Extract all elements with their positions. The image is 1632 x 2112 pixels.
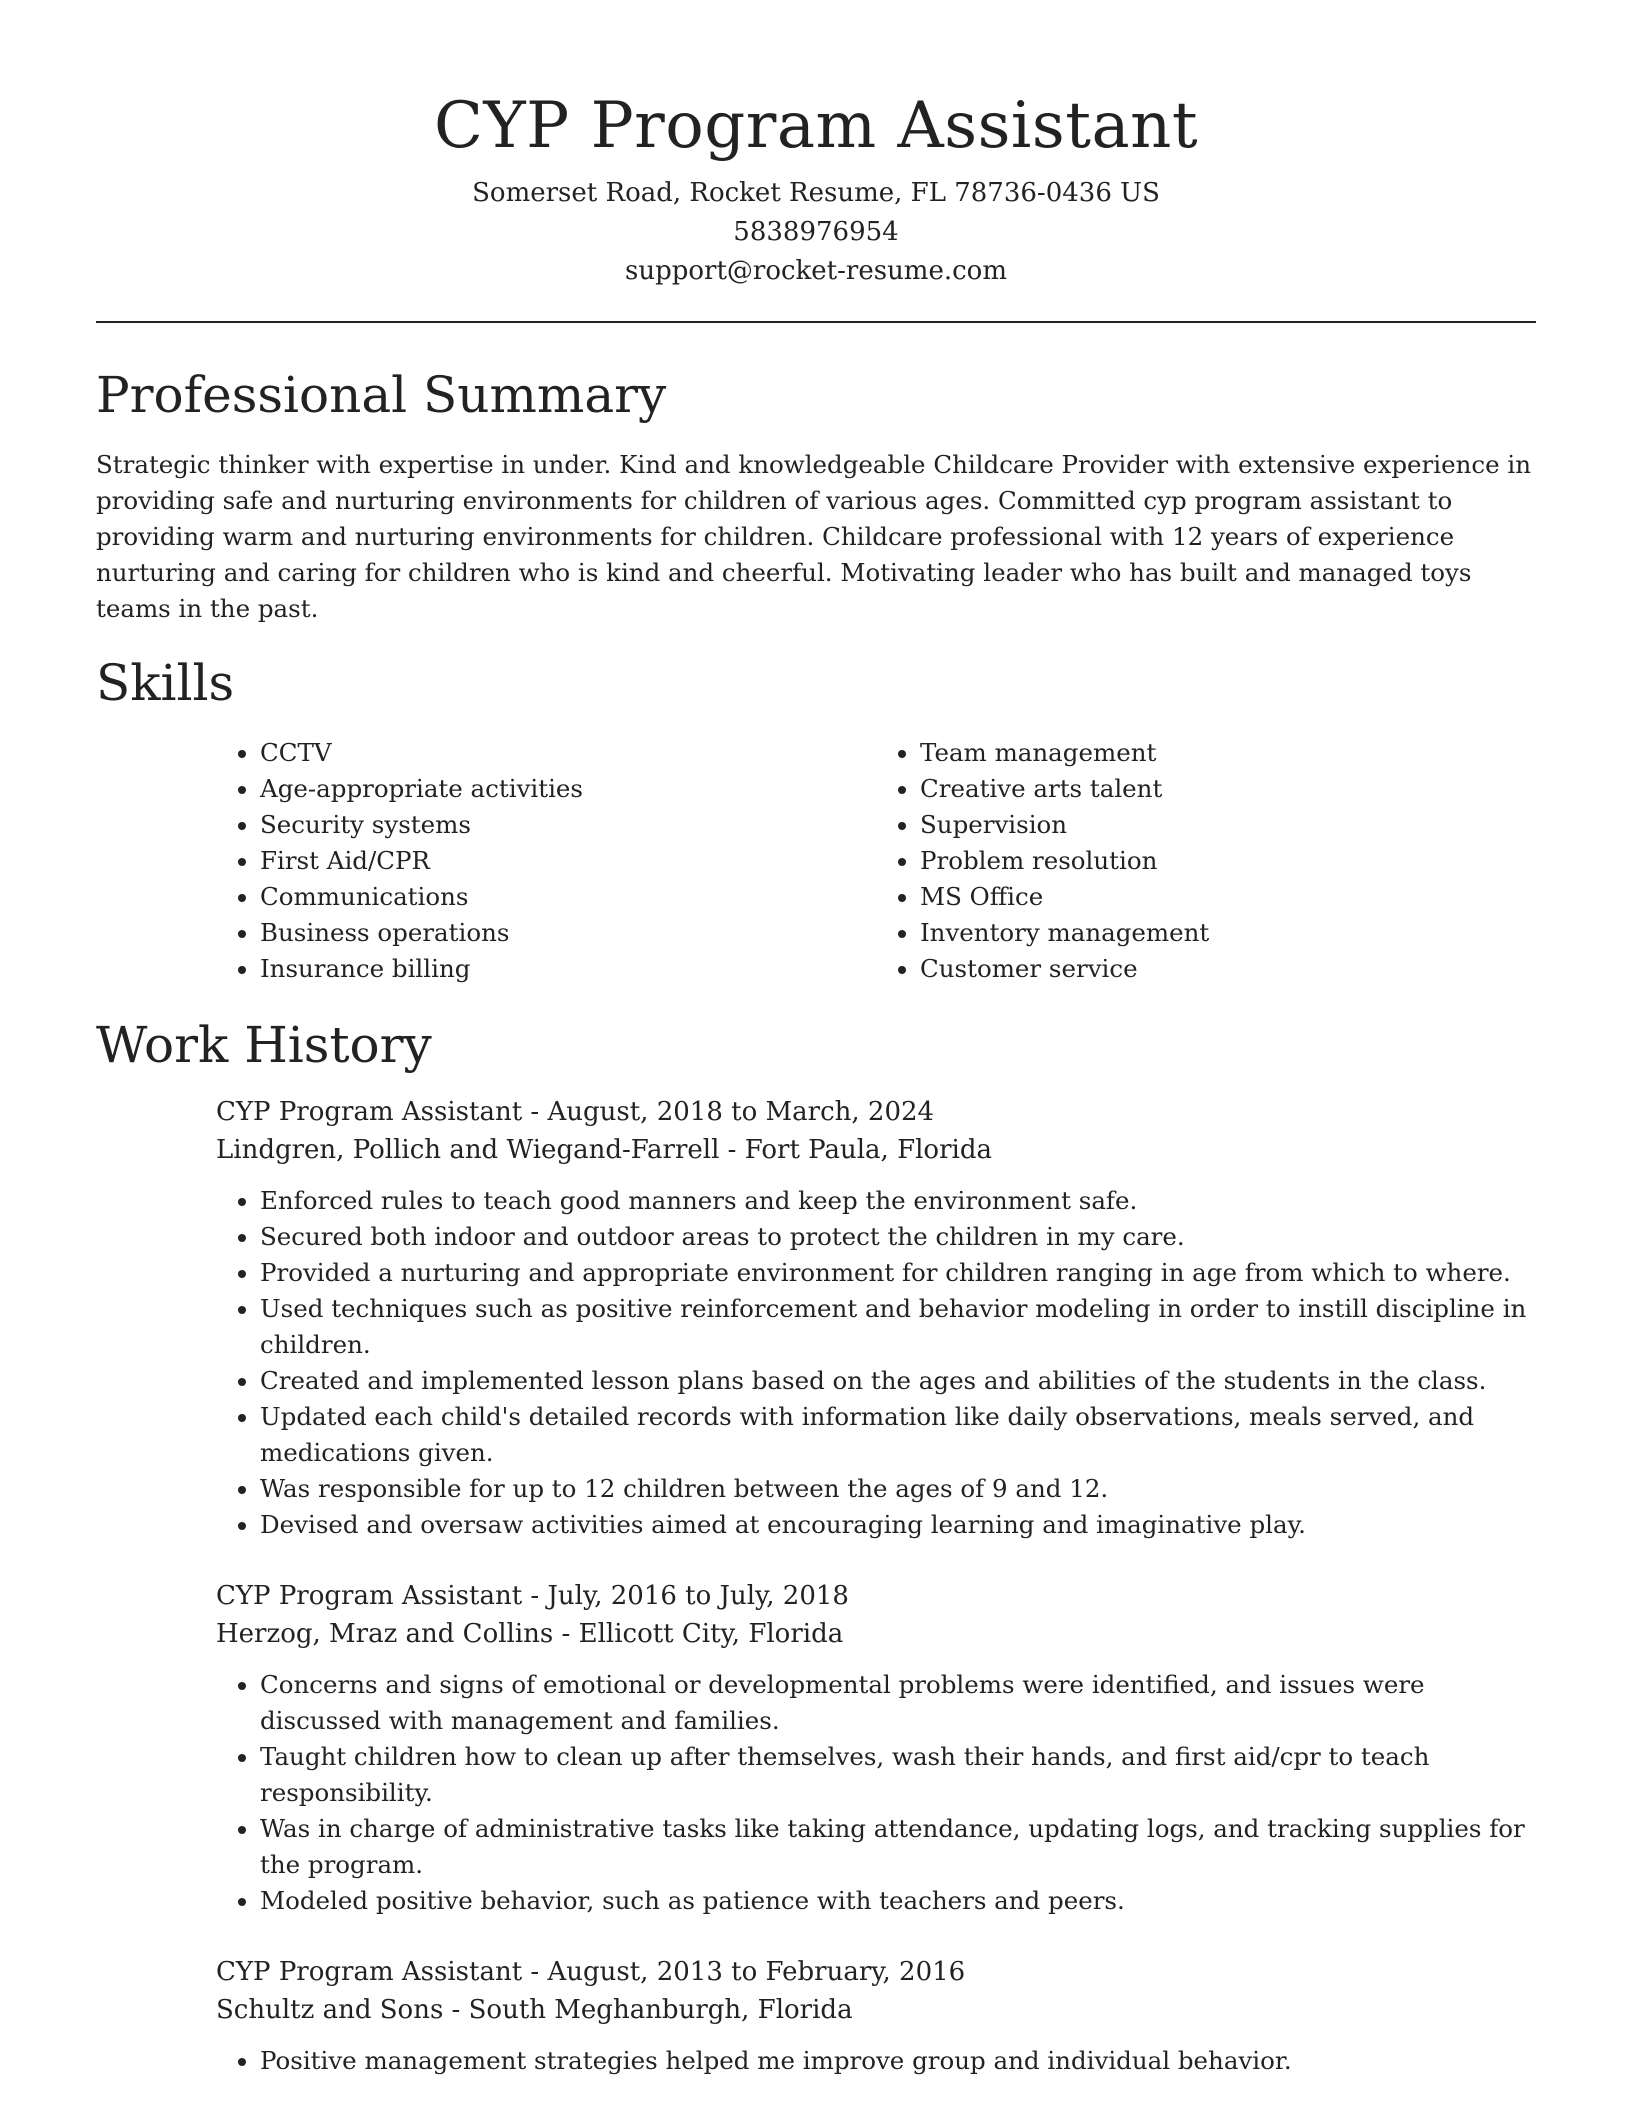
duty-item: • Enforced rules to teach good manners and keep the environment safe.	[260, 1183, 1536, 1219]
candidate-name: CYP Program Assistant	[433, 89, 1199, 163]
skill-item: • Problem resolution	[920, 843, 1536, 879]
summary-text: Strategic thinker with expertise in under. Kind and knowledgeable Childcare Provider with extensive experience in providing safe and nurturing environments for children of various ages. Committed cyp program assistant to providing warm and nurturing environments for children. Childcare professional with 12 years of experience nurturing and caring for children who is kind and cheerful. Motivating leader who has built and managed toys teams in the past.	[96, 450, 1531, 623]
summary-heading: Professional Summary	[96, 366, 667, 424]
skill-item: • CCTV	[260, 735, 876, 771]
skills-column-left	[216, 735, 876, 987]
skill-item: • Age-appropriate activities	[260, 771, 876, 807]
skill-item: • Creative arts talent	[920, 771, 1536, 807]
duty-item: • Provided a nurturing and appropriate environment for children ranging in age from which to where.	[260, 1255, 1536, 1291]
duty-item: • Used techniques such as positive reinforcement and behavior modeling in order to instill discipline in children.	[260, 1291, 1536, 1363]
contact-email: support@rocket-resume.com	[624, 256, 1007, 286]
contact-phone: 5838976954	[733, 217, 899, 247]
job-dates: August, 2013 to February, 2016	[547, 1957, 966, 1987]
job-entry	[216, 1953, 1536, 2079]
job-company-line: Schultz and Sons - South Meghanburgh, Florida	[216, 1995, 853, 2025]
duty-item: • Devised and oversaw activities aimed at encouraging learning and imaginative play.	[260, 1507, 1536, 1543]
skill-item: • Insurance billing	[260, 951, 876, 987]
job-entry	[216, 1093, 1536, 1543]
job-company: Herzog, Mraz and Collins	[216, 1619, 554, 1649]
job-title-line: CYP Program Assistant - August, 2018 to March, 2024	[216, 1097, 935, 1127]
resume-page	[96, 0, 1536, 2079]
job-location: Ellicott City, Florida	[578, 1619, 844, 1649]
skill-item: • Team management	[920, 735, 1536, 771]
work-history-heading: Work History	[96, 1016, 432, 1074]
duty-item: • Was responsible for up to 12 children between the ages of 9 and 12.	[260, 1471, 1536, 1507]
skill-item: • Security systems	[260, 807, 876, 843]
resume-header	[96, 0, 1536, 291]
skills-heading: Skills	[96, 654, 235, 712]
duty-item: • Positive management strategies helped me improve group and individual behavior.	[260, 2043, 1536, 2079]
job-location: Fort Paula, Florida	[744, 1135, 992, 1165]
skill-item: • Business operations	[260, 915, 876, 951]
skills-column-right	[876, 735, 1536, 987]
job-company: Schultz and Sons	[216, 1995, 444, 2025]
duty-item: • Secured both indoor and outdoor areas to protect the children in my care.	[260, 1219, 1536, 1255]
job-entry	[216, 1577, 1536, 1919]
job-dates: July, 2016 to July, 2018	[547, 1581, 849, 1611]
header-divider	[96, 321, 1536, 323]
skill-item: • Inventory management	[920, 915, 1536, 951]
duty-item: • Was in charge of administrative tasks like taking attendance, updating logs, and tracking supplies for the program.	[260, 1811, 1536, 1883]
job-title-line: CYP Program Assistant - August, 2013 to February, 2016	[216, 1957, 966, 1987]
skills-list	[216, 735, 1536, 987]
skill-item: • MS Office	[920, 879, 1536, 915]
duty-item: • Modeled positive behavior, such as patience with teachers and peers.	[260, 1883, 1536, 1919]
skill-item: • Customer service	[920, 951, 1536, 987]
duty-item: • Created and implemented lesson plans based on the ages and abilities of the students in the class.	[260, 1363, 1536, 1399]
contact-info	[96, 174, 1536, 291]
duty-item: • Concerns and signs of emotional or developmental problems were identified, and issues were discussed with management and families.	[260, 1667, 1536, 1739]
contact-address: Somerset Road, Rocket Resume, FL 78736-0436 US	[472, 178, 1160, 208]
duty-item: • Taught children how to clean up after themselves, wash their hands, and first aid/cpr to teach responsibility.	[260, 1739, 1536, 1811]
duty-item: • Updated each child's detailed records with information like daily observations, meals served, and medications given.	[260, 1399, 1536, 1471]
skill-item: • Supervision	[920, 807, 1536, 843]
job-duties	[216, 2043, 1536, 2079]
job-role: CYP Program Assistant	[216, 1581, 523, 1611]
job-role: CYP Program Assistant	[216, 1957, 523, 1987]
job-duties	[216, 1667, 1536, 1919]
job-title-line: CYP Program Assistant - July, 2016 to July, 2018	[216, 1581, 849, 1611]
job-company-line: Herzog, Mraz and Collins - Ellicott City, Florida	[216, 1619, 844, 1649]
job-dates: August, 2018 to March, 2024	[547, 1097, 935, 1127]
job-company-line: Lindgren, Pollich and Wiegand-Farrell - Fort Paula, Florida	[216, 1135, 992, 1165]
skill-item: • First Aid/CPR	[260, 843, 876, 879]
job-location: South Meghanburgh, Florida	[468, 1995, 853, 2025]
job-company: Lindgren, Pollich and Wiegand-Farrell	[216, 1135, 720, 1165]
job-duties	[216, 1183, 1536, 1543]
job-role: CYP Program Assistant	[216, 1097, 523, 1127]
skill-item: • Communications	[260, 879, 876, 915]
